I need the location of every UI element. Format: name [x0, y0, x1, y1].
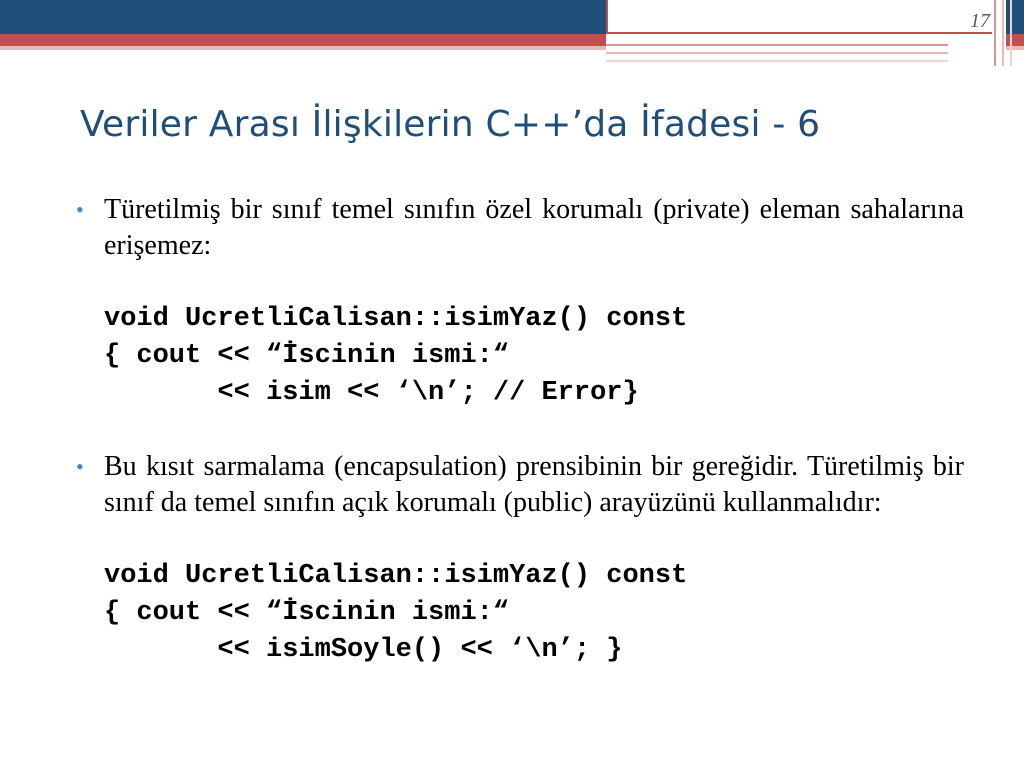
code-line: { cout << “İscinin ismi:“	[104, 341, 510, 371]
code-block-2	[104, 558, 964, 669]
code-block-1	[104, 301, 964, 412]
header-tab-vline	[1002, 0, 1004, 66]
slide-title: Veriler Arası İlişkilerin C++’da İfadesi - 6	[80, 104, 821, 145]
header-tab-border	[606, 0, 992, 34]
header-tab-vline	[1010, 0, 1012, 66]
header-tab-line	[606, 44, 948, 46]
bullet-dot: •	[76, 197, 84, 222]
code-line: { cout << “İscinin ismi:“	[104, 598, 510, 628]
bullet-text-2: Bu kısıt sarmalama (encapsulation) prensibinin bir gereğidir. Türetilmiş bir sınıf da temel sınıfın açık korumalı (public) arayüzünü kullanmalıdır:	[104, 451, 964, 518]
code-line: void UcretliCalisan::isimYaz() const	[104, 561, 688, 591]
header-tab-line	[606, 60, 948, 62]
header-tab-vline	[994, 0, 996, 66]
bullet-paragraph-1	[76, 192, 964, 264]
slide-content	[76, 192, 964, 669]
code-line: << isimSoyle() << ‘\n’; }	[104, 635, 623, 665]
code-line: void UcretliCalisan::isimYaz() const	[104, 304, 688, 334]
code-line: << isim << ‘\n’; // Error}	[104, 378, 639, 408]
bullet-dot: •	[76, 454, 84, 479]
header-tab-line	[606, 52, 948, 54]
slide-number: 17	[970, 10, 990, 32]
bullet-paragraph-2	[76, 449, 964, 521]
bullet-text-1: Türetilmiş bir sınıf temel sınıfın özel korumalı (private) eleman sahalarına erişemez:	[104, 194, 964, 261]
